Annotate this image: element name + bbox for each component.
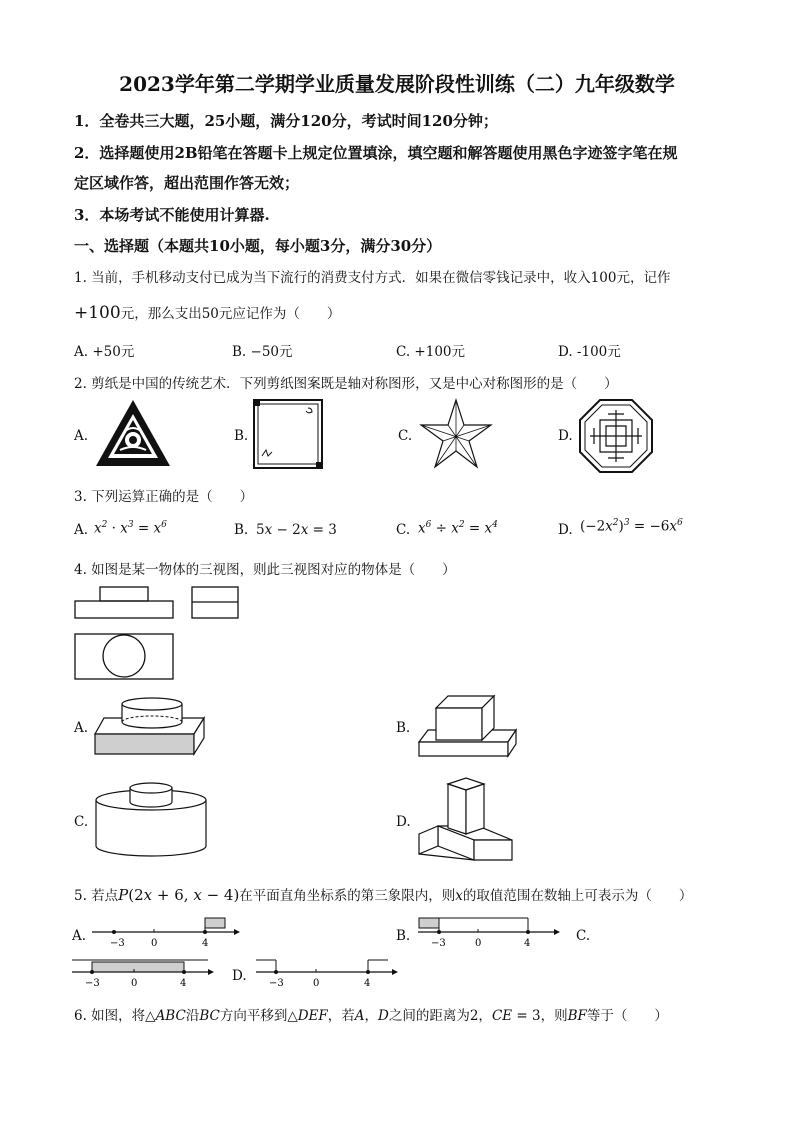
page-title: 2023学年第二学期学业质量发展阶段性训练（二）九年级数学 bbox=[119, 72, 675, 96]
tick-label: 4 bbox=[364, 978, 371, 989]
question-6-part-e: 之间的距离为2， bbox=[388, 1008, 492, 1024]
q4-solid-d bbox=[418, 774, 514, 862]
q3-label-c: C. bbox=[396, 522, 411, 538]
q3-label-a: A. bbox=[74, 522, 89, 538]
question-6-part-g: 等于（ ） bbox=[586, 1008, 668, 1024]
question-6-part-b: 沿 bbox=[185, 1008, 200, 1024]
q5-label-b: B. bbox=[396, 928, 411, 944]
q3-expression-c: $x^6 \div x^2 = x^4$ bbox=[418, 520, 498, 537]
tick-label: −3 bbox=[269, 978, 284, 989]
triangle-abc: △ABC bbox=[145, 1008, 186, 1024]
question-6-part-d: ，若 bbox=[327, 1008, 355, 1024]
section-heading: 一、选择题（本题共10小题，每小题3分，满分30分） bbox=[74, 237, 442, 255]
question-3: 3. 下列运算正确的是（ ） bbox=[74, 489, 254, 505]
instruction-3: 3．本场考试不能使用计算器. bbox=[74, 206, 270, 224]
q1-option-d: D. -100元 bbox=[558, 344, 621, 360]
q2-label-a: A. bbox=[74, 428, 89, 444]
ce-equation: CE = 3 bbox=[491, 1008, 541, 1024]
question-5-suffix: 的取值范围在数轴上可表示为（ ） bbox=[462, 888, 693, 904]
question-6-part-c: 方向平移到 bbox=[219, 1008, 288, 1024]
question-5-middle: 在平面直角坐标系的第三象限内，则 bbox=[239, 888, 456, 904]
q2-label-b: B. bbox=[234, 428, 249, 444]
question-1-line1: 1. 当前，手机移动支付已成为当下流行的消费支付方式．如果在微信零钱记录中，收入100元，记作 bbox=[74, 270, 671, 286]
q3-expression-b: 5x − 2x = 3 bbox=[256, 522, 337, 538]
tick-label: 0 bbox=[313, 978, 320, 989]
q5-label-c: C. bbox=[576, 928, 591, 944]
question-1-line2 bbox=[74, 302, 340, 323]
q4-label-b: B. bbox=[396, 720, 411, 736]
segment-bc: BC bbox=[199, 1008, 220, 1024]
q3-expression-d: $(-2x^2)^3 = -6x^6$ bbox=[580, 518, 683, 535]
q2-label-c: C. bbox=[398, 428, 413, 444]
tick-label: 0 bbox=[151, 938, 158, 949]
number-line-d bbox=[256, 956, 406, 992]
question-1-line2-rest: 元，那么支出50元应记作为（ ） bbox=[120, 306, 341, 322]
tick-label: −3 bbox=[431, 938, 446, 949]
papercut-square-frame-icon bbox=[252, 398, 324, 470]
segment-bf: BF bbox=[567, 1008, 587, 1024]
points-a-d: A，D bbox=[354, 1008, 389, 1024]
instruction-1: 1．全卷共三大题，25小题，满分120分，考试时间120分钟； bbox=[74, 112, 498, 130]
tick-label: 4 bbox=[180, 978, 187, 989]
number-line-b bbox=[418, 916, 568, 952]
question-5-prefix: 5. 若点 bbox=[74, 888, 119, 904]
papercut-star-icon bbox=[418, 398, 494, 470]
variable-x: x bbox=[455, 888, 463, 904]
triangle-def: △DEF bbox=[287, 1008, 328, 1024]
papercut-octagon-lattice-icon bbox=[578, 398, 654, 474]
question-2: 2. 剪纸是中国的传统艺术．下列剪纸图案既是轴对称图形，又是中心对称图形的是（ ） bbox=[74, 376, 618, 392]
point-p-expression: P(2x + 6, x − 4) bbox=[118, 886, 240, 904]
q5-label-d: D. bbox=[232, 968, 247, 984]
q4-solid-b bbox=[418, 692, 518, 758]
q4-label-a: A. bbox=[74, 720, 89, 736]
number-line-c bbox=[72, 956, 222, 992]
q1-option-a: A. +50元 bbox=[74, 344, 135, 360]
three-views-diagram bbox=[74, 584, 254, 684]
number-line-a bbox=[92, 916, 242, 952]
question-6-part-a: 6. 如图，将 bbox=[74, 1008, 146, 1024]
question-6-part-f: ，则 bbox=[540, 1008, 568, 1024]
tick-label: 4 bbox=[202, 938, 209, 949]
tick-label: −3 bbox=[85, 978, 100, 989]
q3-label-b: B. bbox=[234, 522, 249, 538]
q4-label-d: D. bbox=[396, 814, 411, 830]
tick-label: −3 bbox=[110, 938, 125, 949]
instruction-2-cont: 定区域作答，超出范围作答无效； bbox=[74, 174, 300, 192]
q2-label-d: D. bbox=[558, 428, 573, 444]
q3-expression-a: $x^2 \cdot x^3 = x^6$ bbox=[94, 520, 167, 537]
plus-100: +100 bbox=[74, 303, 121, 323]
q4-solid-a bbox=[94, 694, 214, 760]
q4-label-c: C. bbox=[74, 814, 89, 830]
tick-label: 0 bbox=[475, 938, 482, 949]
instruction-2: 2．选择题使用2B铅笔在答题卡上规定位置填涂，填空题和解答题使用黑色字迹签字笔在规 bbox=[74, 144, 678, 162]
question-6 bbox=[74, 1004, 668, 1024]
question-4: 4. 如图是某一物体的三视图，则此三视图对应的物体是（ ） bbox=[74, 562, 456, 578]
tick-label: 0 bbox=[131, 978, 138, 989]
q1-option-b: B. −50元 bbox=[232, 344, 293, 360]
q3-label-d: D. bbox=[558, 522, 573, 538]
q1-option-c: C. +100元 bbox=[396, 344, 466, 360]
question-5 bbox=[74, 884, 692, 904]
tick-label: 4 bbox=[524, 938, 531, 949]
q4-solid-c bbox=[94, 780, 208, 860]
q5-label-a: A. bbox=[72, 928, 87, 944]
papercut-triangle-icon bbox=[94, 398, 172, 468]
